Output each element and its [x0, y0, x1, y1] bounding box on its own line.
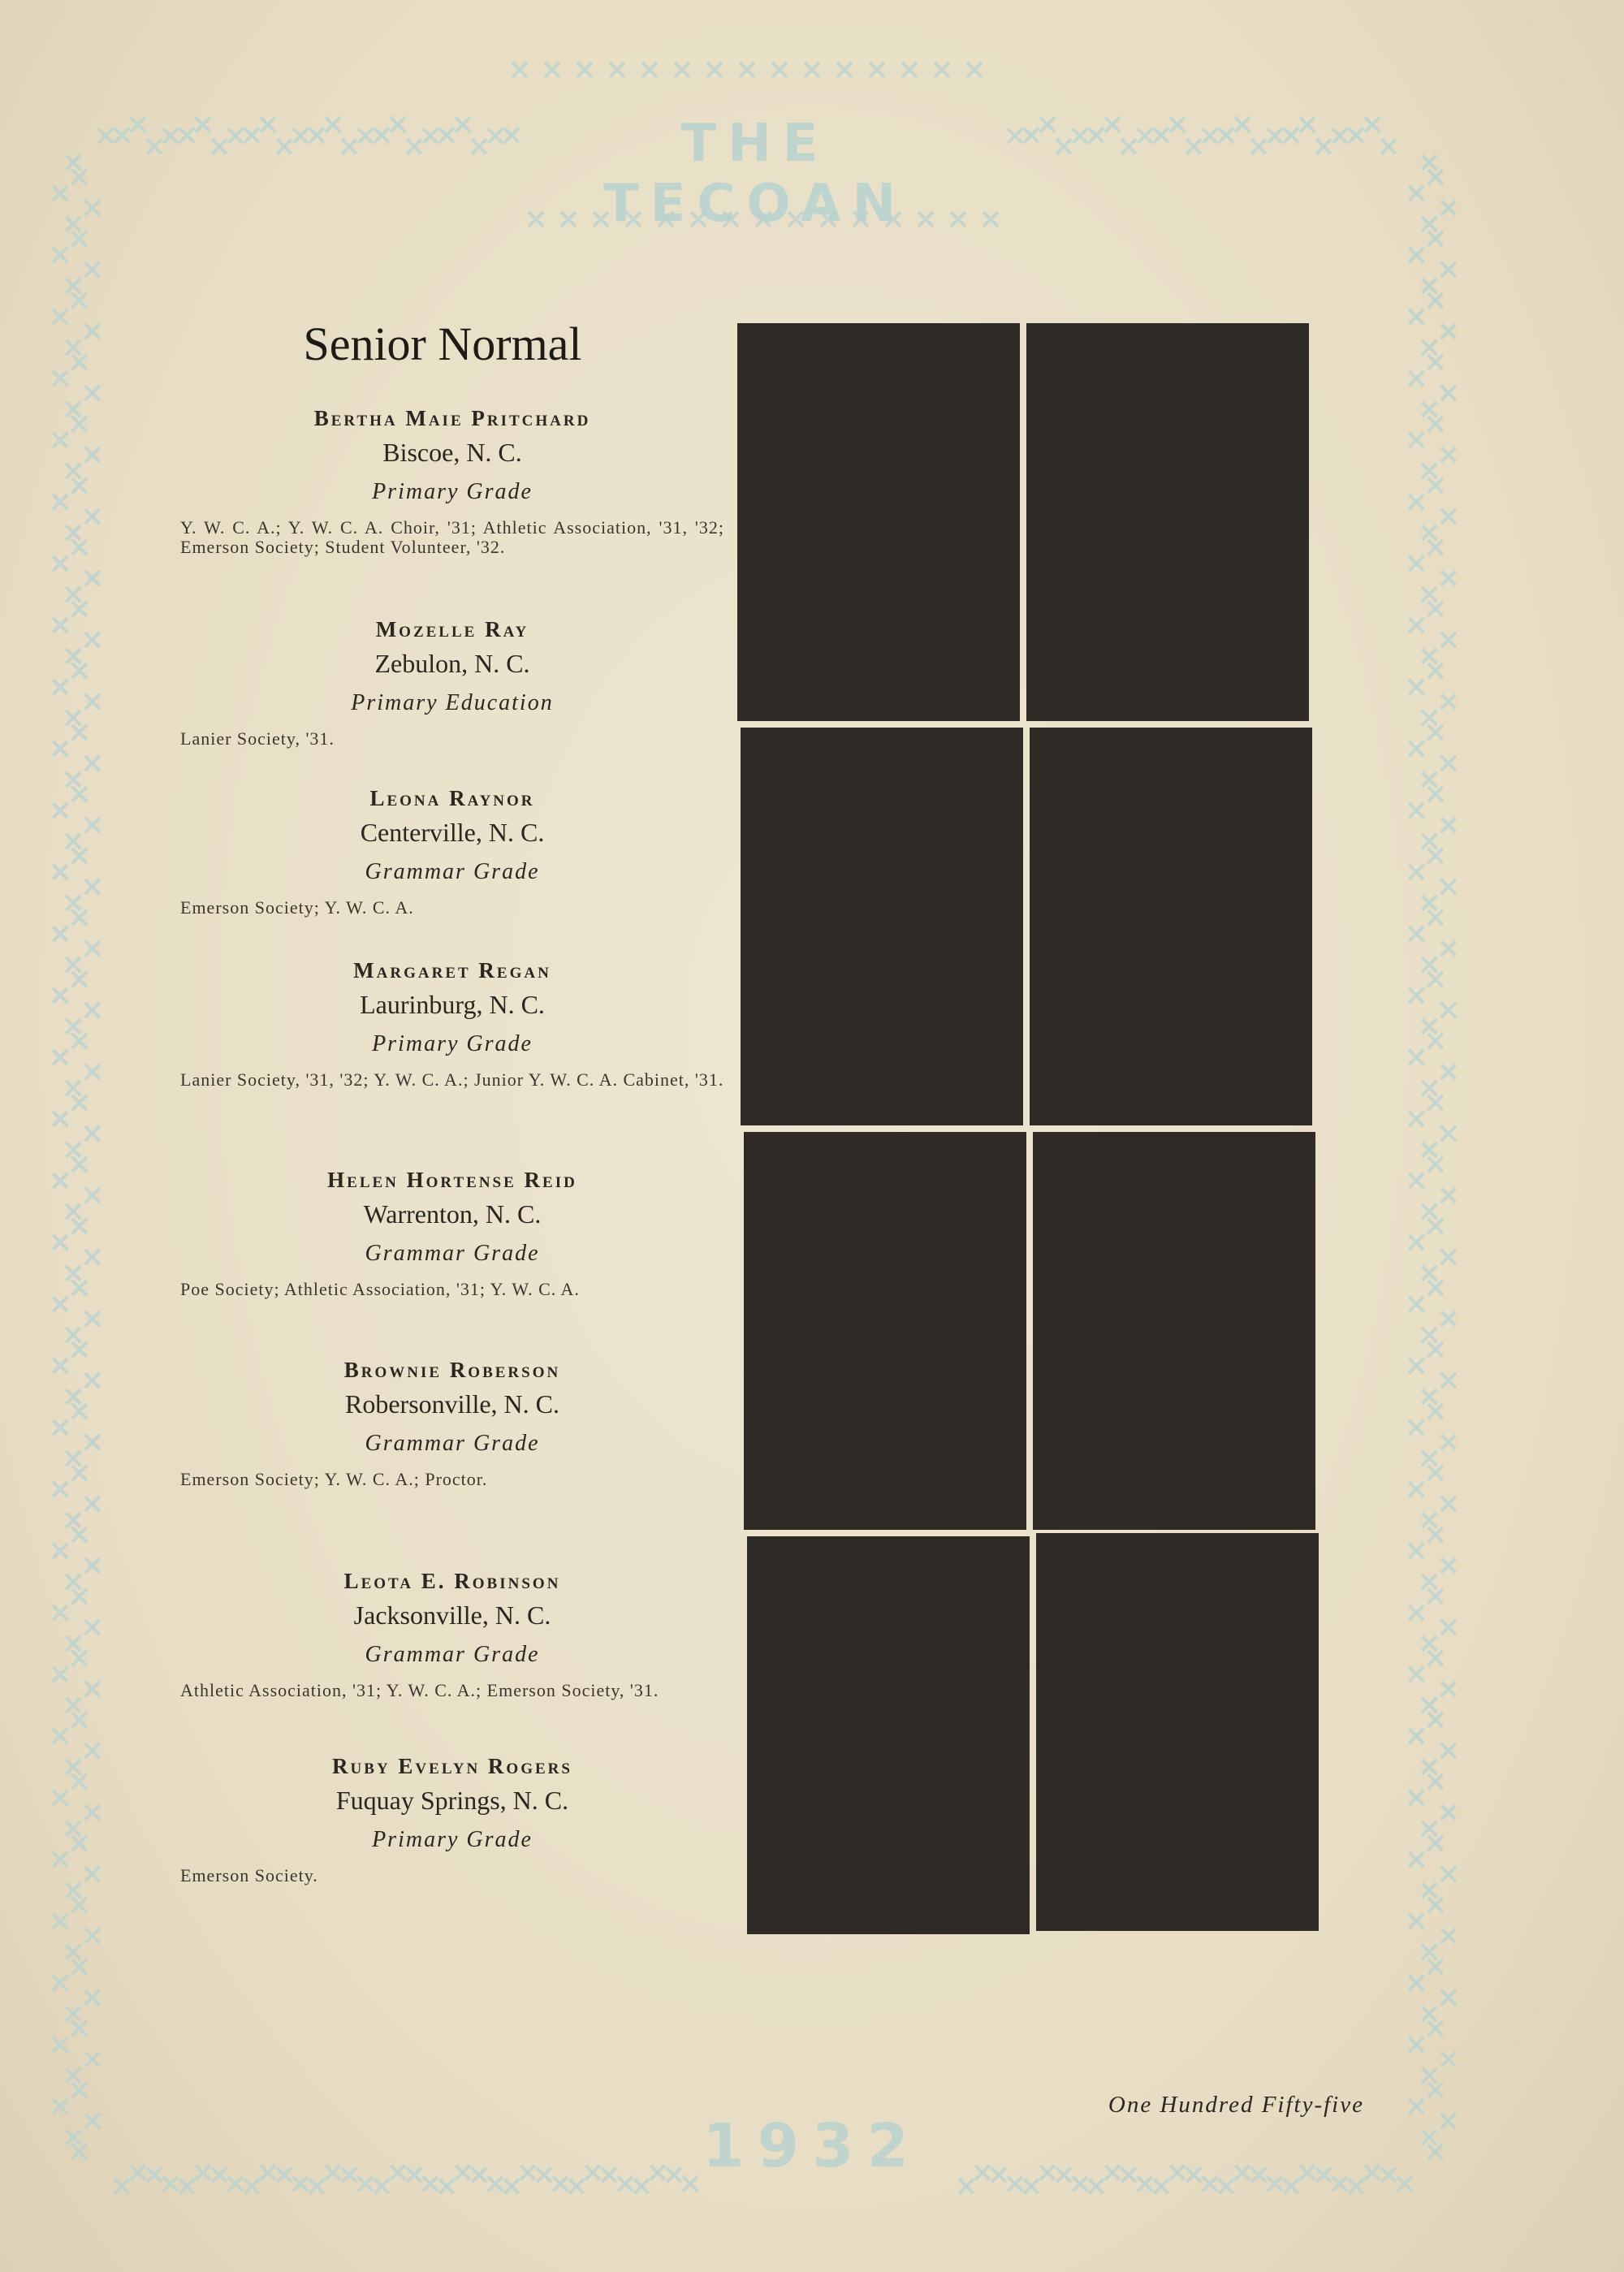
senior-course: Grammar Grade	[365, 1241, 540, 1266]
senior-hometown: Centerville, N. C.	[360, 818, 545, 847]
senior-name: Helen Hortense Reid	[327, 1168, 577, 1192]
senior-course: Primary Education	[351, 690, 554, 715]
senior-hometown: Laurinburg, N. C.	[360, 990, 545, 1019]
year-mark: 1932	[702, 2111, 922, 2181]
senior-hometown: Zebulon, N. C.	[374, 649, 530, 678]
senior-entry	[180, 1569, 724, 1700]
senior-name: Leota E. Robinson	[343, 1569, 561, 1593]
senior-entry	[180, 1358, 724, 1489]
senior-entry	[180, 786, 724, 918]
senior-entry	[180, 1168, 724, 1299]
senior-course: Primary Grade	[372, 479, 533, 504]
senior-course: Primary Grade	[372, 1827, 533, 1852]
senior-entry	[180, 617, 724, 749]
portrait-photo	[1033, 1132, 1315, 1530]
senior-course: Grammar Grade	[365, 859, 540, 884]
masthead-text: THE TECOAN	[603, 114, 908, 234]
senior-hometown: Warrenton, N. C.	[363, 1199, 542, 1229]
senior-activities: Poe Society; Athletic Association, '31; Y. W. C. A.	[180, 1279, 580, 1299]
senior-name: Bertha Maie Pritchard	[313, 406, 591, 430]
senior-activities: Emerson Society; Y. W. C. A.	[180, 897, 414, 918]
senior-name: Mozelle Ray	[375, 617, 529, 641]
senior-entry	[180, 1754, 724, 1885]
section-title: Senior Normal	[303, 317, 582, 370]
senior-course: Primary Grade	[372, 1031, 533, 1056]
senior-name: Margaret Regan	[353, 958, 551, 983]
senior-course: Grammar Grade	[365, 1642, 540, 1667]
senior-activities: Emerson Society.	[180, 1865, 318, 1885]
senior-hometown: Jacksonville, N. C.	[353, 1600, 551, 1630]
senior-activities: Athletic Association, '31; Y. W. C. A.; Emerson Society, '31.	[180, 1680, 659, 1700]
page-number: One Hundred Fifty-five	[1108, 2092, 1364, 2118]
senior-course: Grammar Grade	[365, 1431, 540, 1456]
senior-name: Ruby Evelyn Rogers	[332, 1754, 572, 1778]
senior-name: Leona Raynor	[369, 786, 535, 810]
senior-hometown: Fuquay Springs, N. C.	[335, 1786, 569, 1815]
senior-activities: Lanier Society, '31.	[180, 728, 335, 749]
portrait-photo	[741, 728, 1023, 1125]
senior-entry	[180, 406, 724, 557]
portrait-photo	[1026, 323, 1309, 721]
senior-hometown: Robersonville, N. C.	[345, 1389, 559, 1419]
senior-entry	[180, 958, 724, 1090]
senior-hometown: Biscoe, N. C.	[382, 438, 522, 467]
senior-activities: Y. W. C. A.; Y. W. C. A. Choir, '31; Athletic Association, '31, '32; Emerson Society; Student Volunteer, '32.	[180, 517, 724, 557]
portrait-photo	[1030, 728, 1312, 1125]
senior-activities: Lanier Society, '31, '32; Y. W. C. A.; Junior Y. W. C. A. Cabinet, '31.	[180, 1069, 724, 1090]
portrait-photo	[1036, 1533, 1319, 1931]
portrait-photo	[737, 323, 1020, 721]
portrait-photo	[747, 1536, 1030, 1934]
senior-activities: Emerson Society; Y. W. C. A.; Proctor.	[180, 1469, 488, 1489]
senior-name: Brownie Roberson	[343, 1358, 561, 1382]
portrait-photo	[744, 1132, 1026, 1530]
